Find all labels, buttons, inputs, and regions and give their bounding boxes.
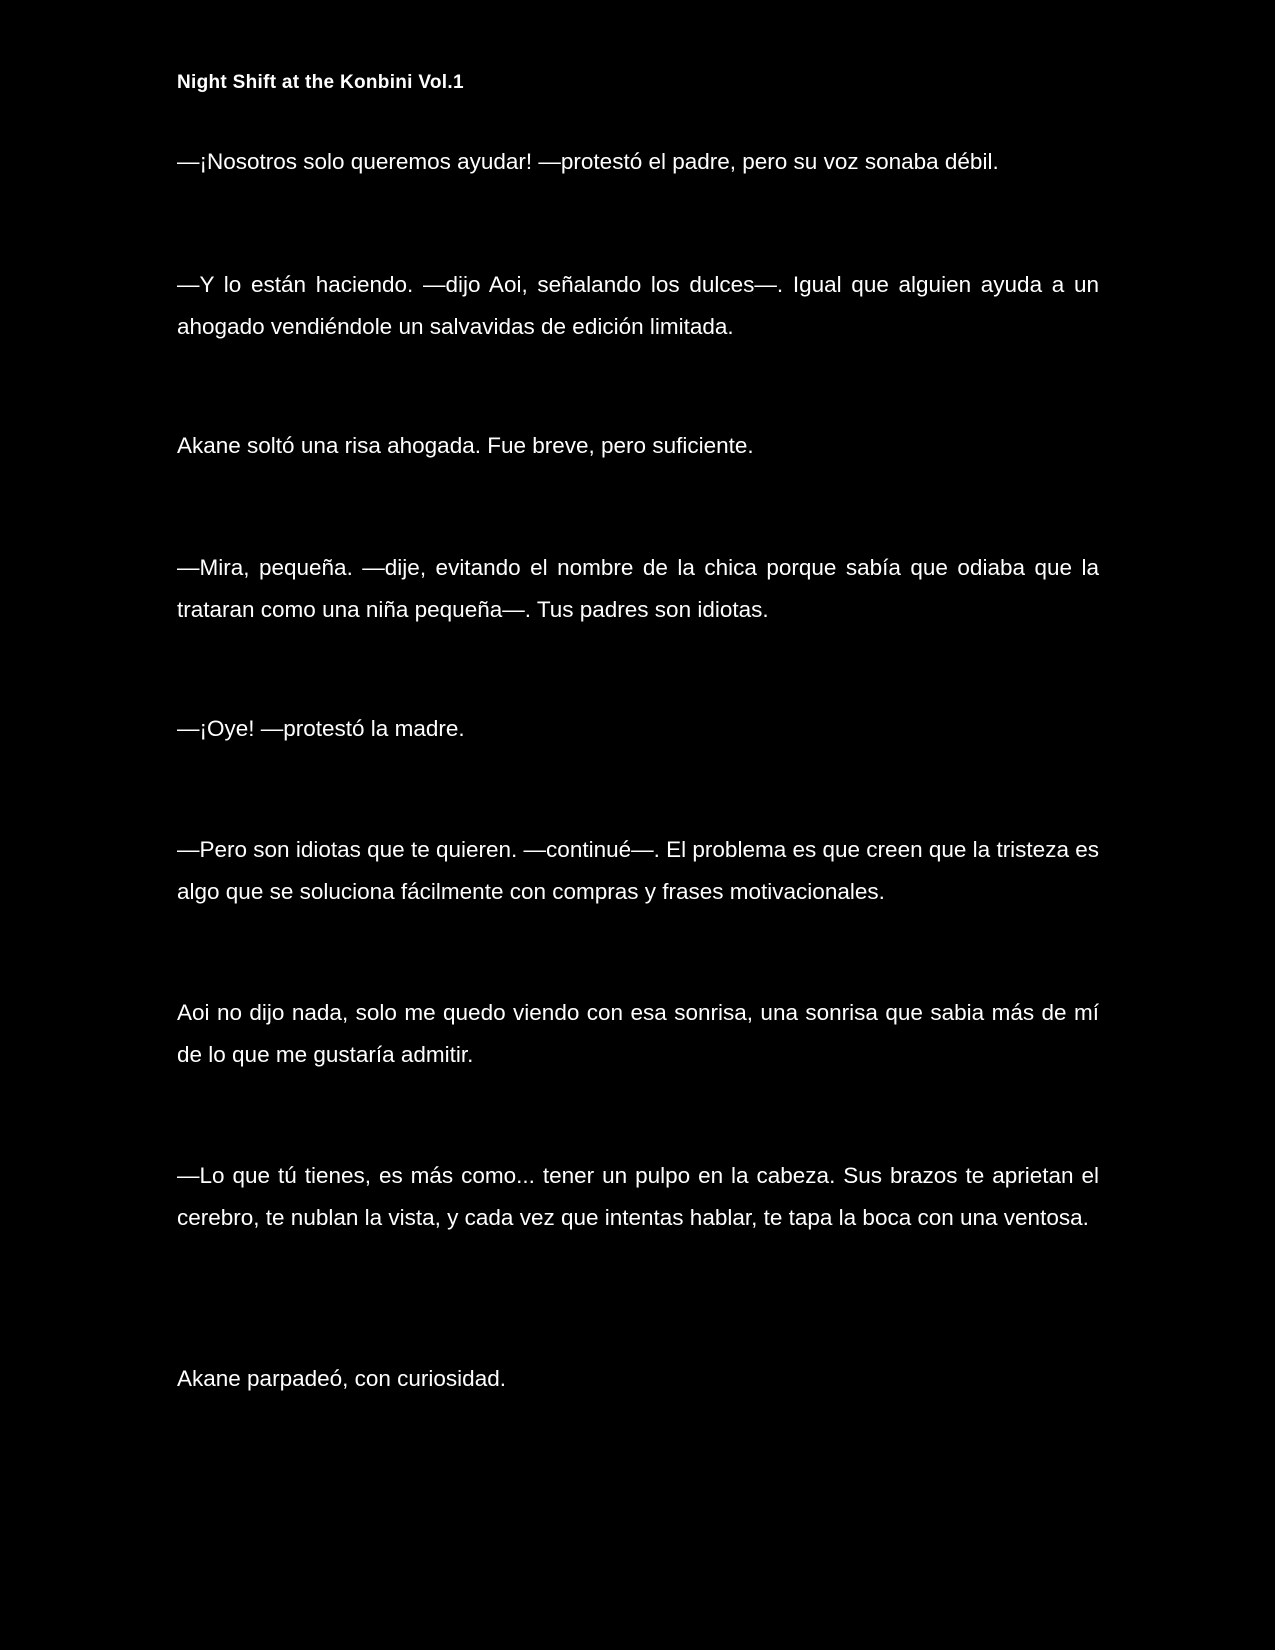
- running-header-title: Night Shift at the Konbini Vol.1: [177, 72, 464, 93]
- paragraph: —Y lo están haciendo. —dijo Aoi, señalando los dulces—. Igual que alguien ayuda a un ahogado vendiéndole un salvavidas de edición limitada.: [177, 272, 1099, 339]
- paragraph: Akane parpadeó, con curiosidad.: [177, 1366, 506, 1391]
- paragraph: Aoi no dijo nada, solo me quedo viendo con esa sonrisa, una sonrisa que sabia más de mí de lo que me gustaría admitir.: [177, 1000, 1099, 1067]
- paragraph: —¡Nosotros solo queremos ayudar! —protestó el padre, pero su voz sonaba débil.: [177, 149, 999, 174]
- paragraph: —Mira, pequeña. —dije, evitando el nombre de la chica porque sabía que odiaba que la trataran como una niña pequeña—. Tus padres son idiotas.: [177, 555, 1099, 622]
- paragraph: —Lo que tú tienes, es más como... tener un pulpo en la cabeza. Sus brazos te aprietan el cerebro, te nublan la vista, y cada vez que intentas hablar, te tapa la boca con una ventosa.: [177, 1163, 1099, 1230]
- paragraph: —¡Oye! —protestó la madre.: [177, 716, 465, 741]
- paragraph: —Pero son idiotas que te quieren. —continué—. El problema es que creen que la tristeza es algo que se soluciona fácilmente con compras y frases motivacionales.: [177, 837, 1099, 904]
- paragraph: Akane soltó una risa ahogada. Fue breve, pero suficiente.: [177, 433, 754, 458]
